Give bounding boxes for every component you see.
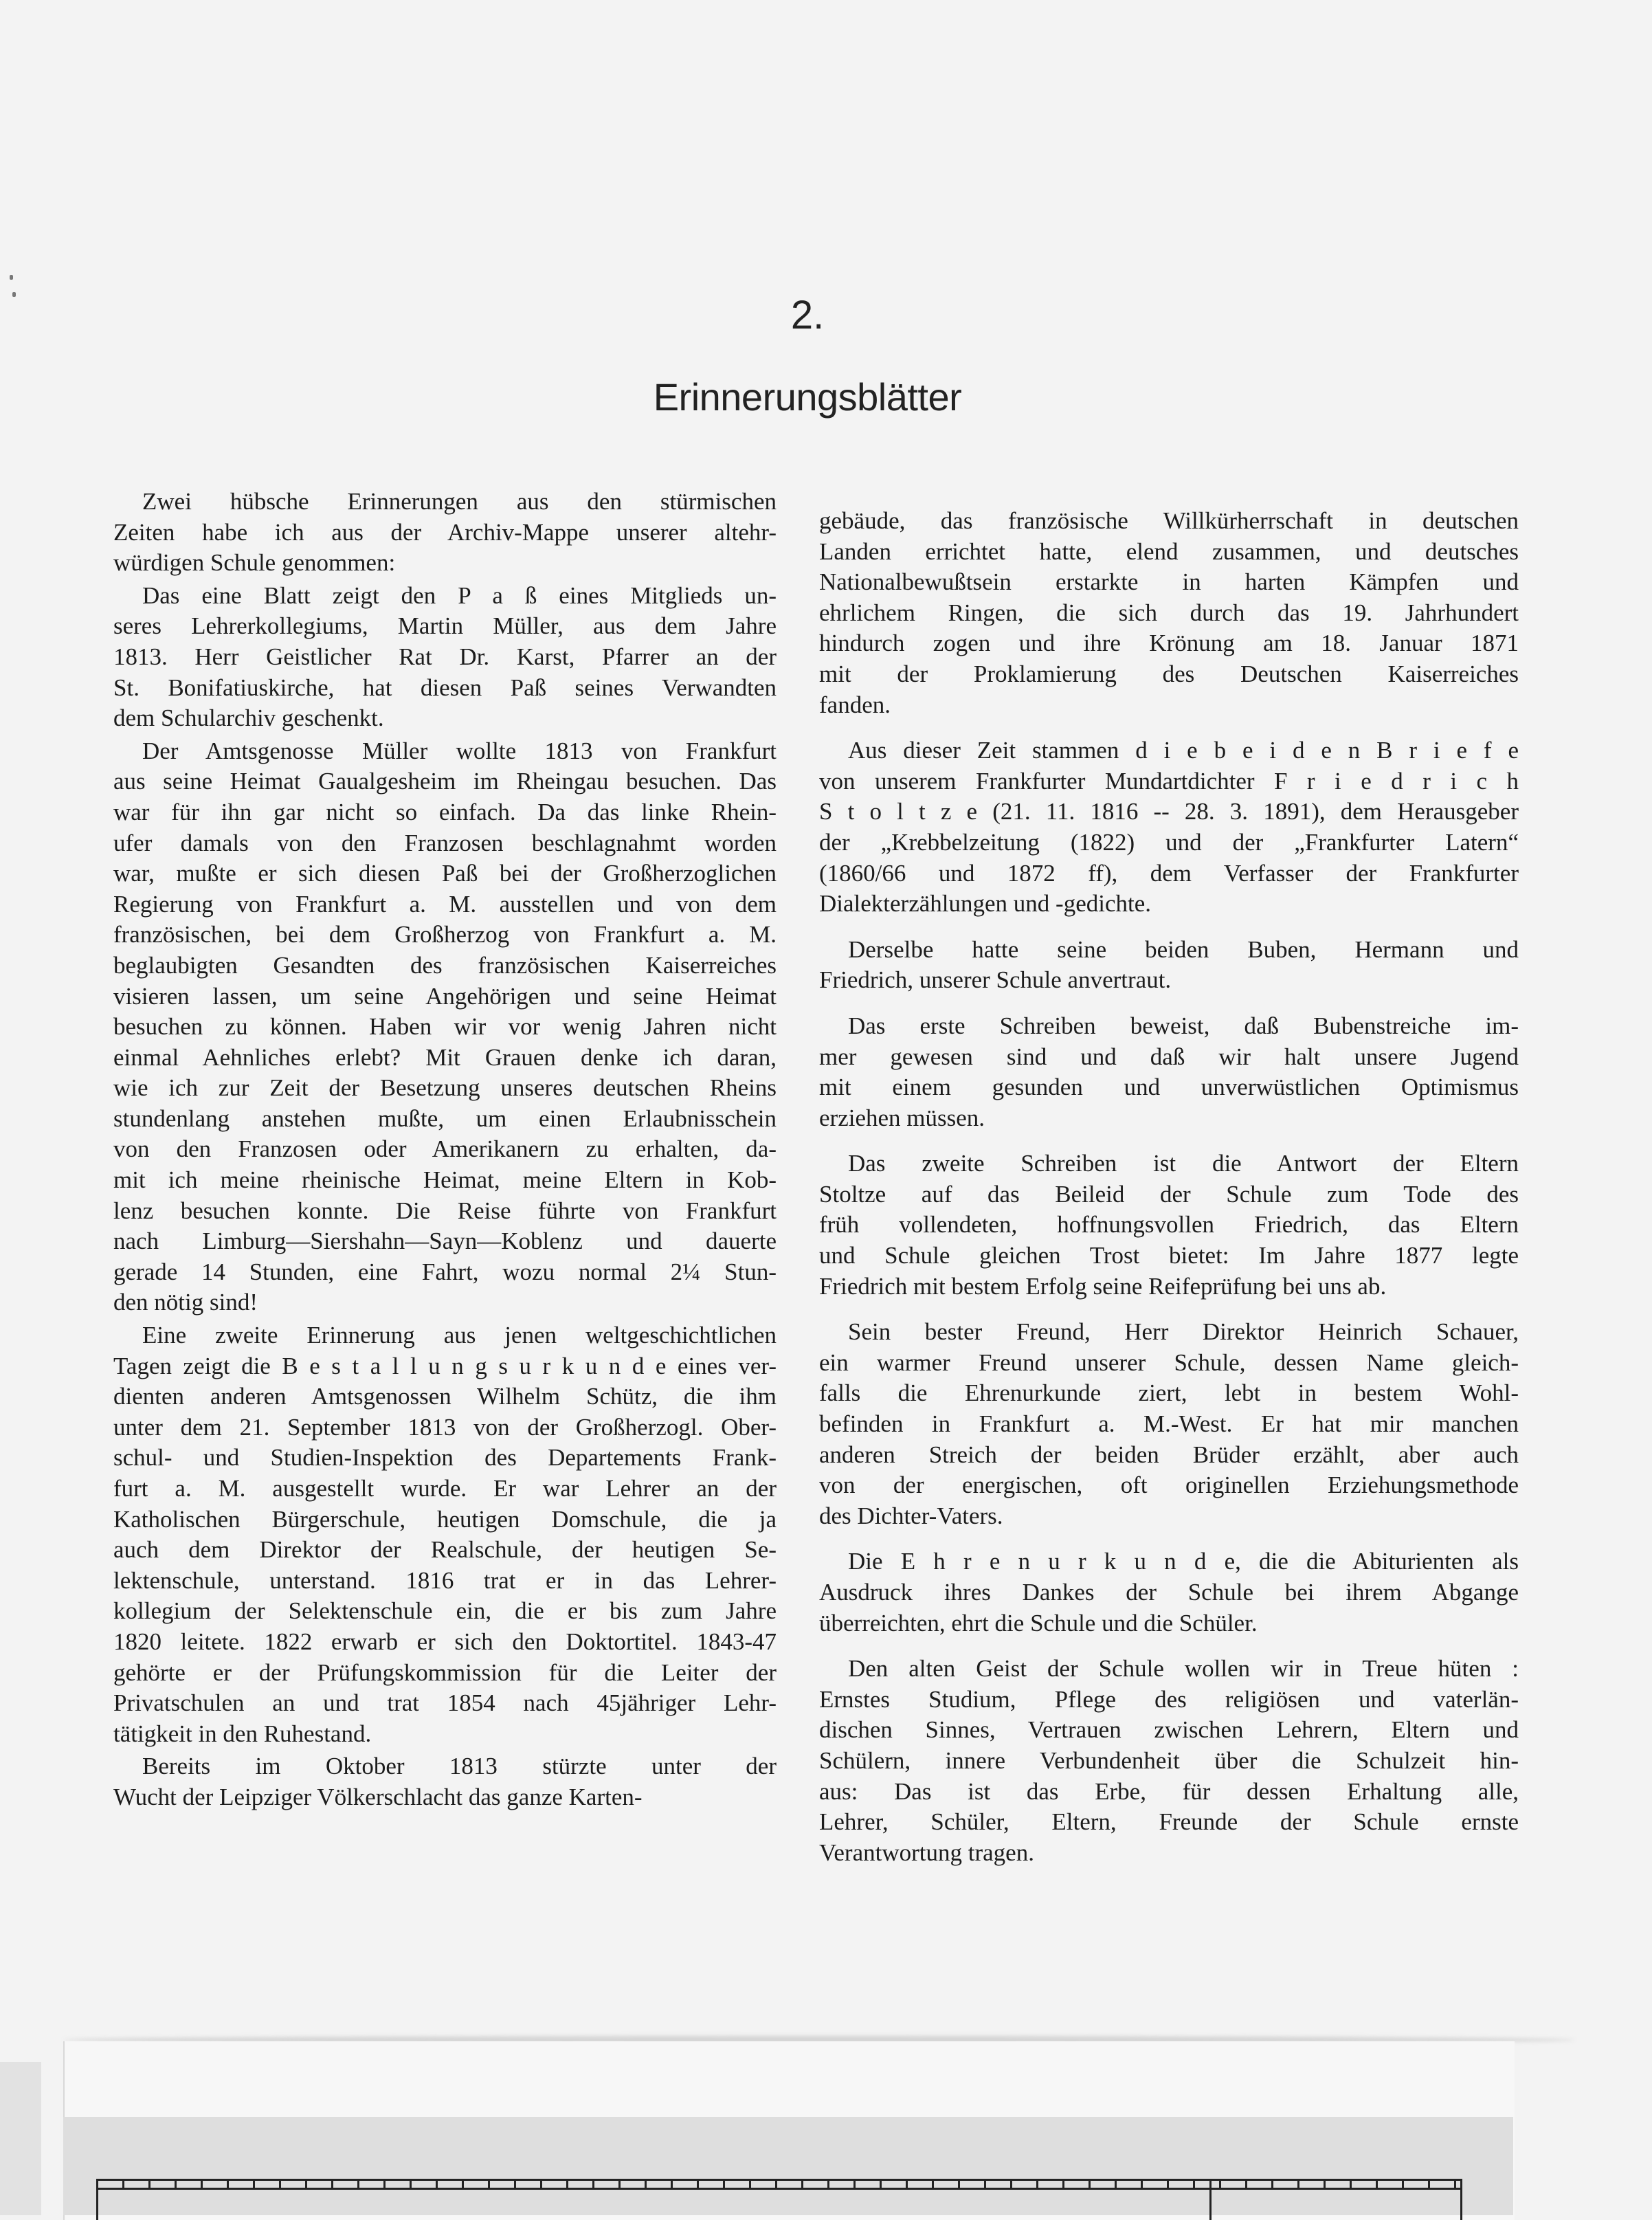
text-line: Lehrer, Schüler, Eltern, Freunde der Schule ernste (819, 1808, 1519, 1836)
text-line: Privatschulen an und trat 1854 nach 45jähriger Lehr- (113, 1689, 777, 1717)
underlying-page-edge (0, 2062, 41, 2215)
text-line: Aus dieser Zeit stammen d i e b e i d e n B r i e f e (848, 737, 1519, 764)
text-line: Landen errichtet hatte, elend zusammen, und deutsches (819, 537, 1519, 565)
text-line: Friedrich mit bestem Erfolg seine Reifeprüfung bei uns ab. (819, 1272, 1387, 1300)
paragraph (113, 1320, 777, 1749)
text-line: Katholischen Bürgerschule, heutigen Domschule, die ja (113, 1505, 777, 1533)
text-line: Eine zweite Erinnerung aus jenen weltgeschichtlichen (142, 1322, 777, 1349)
text-line: besuchen zu können. Haben wir vor wenig Jahren nicht (113, 1013, 777, 1041)
text-line: Sein bester Freund, Herr Direktor Heinrich Schauer, (848, 1318, 1519, 1346)
paragraph (819, 1546, 1519, 1639)
paragraph (113, 1751, 777, 1812)
text-line: Ernstes Studium, Pflege des religiösen und vaterlän- (819, 1685, 1519, 1713)
text-line: ufer damals von den Franzosen beschlagnahmt worden (113, 829, 777, 856)
text-line: Der Amtsgenosse Müller wollte 1813 von Frankfurt (142, 737, 777, 764)
right-text-column (819, 506, 1519, 1883)
text-line: Schülern, innere Verbundenheit über die Schulzeit hin- (819, 1746, 1519, 1774)
text-line: Regierung von Frankfurt a. M. ausstellen und von dem (113, 890, 777, 918)
document-border-left (96, 2179, 98, 2220)
text-line: lenz besuchen konnte. Die Reise führte von Frankfurt (113, 1197, 777, 1224)
text-line: Nationalbewußtsein erstarkte in harten Kämpfen und (819, 568, 1519, 596)
text-line: falls die Ehrenurkunde ziert, lebt in bestem Wohl- (819, 1379, 1519, 1407)
text-line: Derselbe hatte seine beiden Buben, Hermann und (848, 935, 1519, 963)
text-line: S t o l t z e (21. 11. 1816 -- 28. 3. 1891), dem Herausgeber (819, 798, 1519, 825)
text-line: tätigkeit in den Ruhestand. (113, 1720, 372, 1747)
text-line: ein warmer Freund unserer Schule, dessen Name gleich- (819, 1348, 1519, 1376)
text-line: furt a. M. ausgestellt wurde. Er war Lehrer an der (113, 1475, 777, 1502)
text-line: Friedrich, unserer Schule anvertraut. (819, 966, 1172, 994)
text-line: Das eine Blatt zeigt den P a ß eines Mitglieds un- (142, 581, 777, 609)
text-line: und Schule gleichen Trost bietet: Im Jahre 1877 legte (819, 1242, 1519, 1269)
text-line: Wucht der Leipziger Völkerschlacht das ganze Karten- (113, 1783, 643, 1810)
text-line: auch dem Direktor der Realschule, der heutigen Se- (113, 1536, 777, 1564)
text-line: Die E h r e n u r k u n d e, die die Abiturienten als (848, 1548, 1519, 1575)
paragraph (819, 1317, 1519, 1531)
text-line: Tagen zeigt die B e s t a l l u n g s u r k u n d e eines ver- (113, 1352, 777, 1379)
text-line: dischen Sinnes, Vertrauen zwischen Lehrern, Eltern und (819, 1716, 1519, 1744)
text-line: des Dichter-Vaters. (819, 1502, 1003, 1529)
text-line: Zwei hübsche Erinnerungen aus den stürmischen (142, 488, 777, 515)
text-line: der „Krebbelzeitung (1822) und der „Frankfurter Latern“ (819, 828, 1519, 856)
document-border-divider (1209, 2179, 1212, 2220)
text-line: dem Schularchiv geschenkt. (113, 704, 384, 732)
text-line: wie ich zur Zeit der Besetzung unseres deutschen Rheins (113, 1074, 777, 1102)
historic-document-photo (63, 2117, 1513, 2215)
document-border-right (1460, 2179, 1462, 2220)
text-line: Dialekterzählungen und -gedichte. (819, 890, 1151, 918)
text-line: war für ihn gar nicht so einfach. Da das linke Rhein- (113, 798, 777, 825)
text-line: 1813. Herr Geistlicher Rat Dr. Karst, Pfarrer an der (113, 643, 777, 670)
text-line: einmal Aehnliches erlebt? Mit Grauen denke ich daran, (113, 1043, 777, 1071)
text-line: Das erste Schreiben beweist, daß Bubenstreiche im- (848, 1012, 1519, 1039)
text-line: gehörte er der Prüfungskommission für die Leiter der (113, 1658, 777, 1686)
text-line: aus: Das ist das Erbe, für dessen Erhaltung alle, (819, 1777, 1519, 1805)
text-line: unter dem 21. September 1813 von der Großherzogl. Ober- (113, 1413, 777, 1441)
text-line: kollegium der Selektenschule ein, die er bis zum Jahre (113, 1597, 777, 1625)
chapter-number: 2. (790, 293, 825, 337)
text-line: Verantwortung tragen. (819, 1839, 1034, 1866)
document-ornamental-border (96, 2179, 1460, 2190)
paragraph (113, 581, 777, 734)
text-line: anderen Streich der beiden Brüder erzählt, aber auch (819, 1441, 1519, 1468)
text-line: war, mußte er sich diesen Paß bei der Großherzoglichen (113, 860, 777, 887)
page-title: Erinnerungsblätter (653, 375, 962, 419)
paragraph (819, 935, 1519, 996)
scan-speck (10, 275, 13, 280)
text-line: aus seine Heimat Gaualgesheim im Rheingau besuchen. Das (113, 768, 777, 795)
text-line: hindurch zogen und ihre Krönung am 18. Januar 1871 (819, 630, 1519, 657)
text-line: mit der Proklamierung des Deutschen Kaiserreiches (819, 660, 1519, 687)
text-line: gebäude, das französische Willkürherrschaft in deutschen (819, 507, 1519, 534)
paragraph (113, 487, 777, 579)
text-line: (1860/66 und 1872 ff), dem Verfasser der Frankfurter (819, 859, 1519, 887)
text-line: mit einem gesunden und unverwüstlichen Optimismus (819, 1074, 1519, 1101)
text-line: überreichten, ehrt die Schule und die Schüler. (819, 1609, 1258, 1636)
paragraph (819, 1148, 1519, 1302)
text-line: 1820 leitete. 1822 erwarb er sich den Doktortitel. 1843-47 (113, 1628, 777, 1655)
text-line: St. Bonifatiuskirche, hat diesen Paß seines Verwandten (113, 674, 777, 701)
left-text-column (113, 487, 777, 1815)
paragraph (819, 735, 1519, 920)
text-line: früh vollendeten, hoffnungsvollen Friedrich, das Eltern (819, 1211, 1519, 1239)
text-line: dienten anderen Amtsgenossen Wilhelm Schütz, die ihm (113, 1383, 777, 1410)
paragraph (113, 736, 777, 1318)
text-line: Bereits im Oktober 1813 stürzte unter der (142, 1753, 777, 1780)
text-line: von unserem Frankfurter Mundartdichter F r i e d r i c h (819, 767, 1519, 795)
text-line: von der energischen, oft originellen Erziehungsmethode (819, 1472, 1519, 1499)
text-line: gerade 14 Stunden, eine Fahrt, wozu normal 2¼ Stun- (113, 1258, 777, 1285)
text-line: mit ich meine rheinische Heimat, meine Eltern in Kob- (113, 1166, 777, 1194)
text-line: stundenlang anstehen mußte, um einen Erlaubnisschein (113, 1105, 777, 1132)
text-line: Das zweite Schreiben ist die Antwort der Eltern (848, 1150, 1519, 1177)
text-line: fanden. (819, 691, 891, 718)
text-line: seres Lehrerkollegiums, Martin Müller, aus dem Jahre (113, 612, 777, 640)
text-line: Zeiten habe ich aus der Archiv-Mappe unserer altehr- (113, 518, 777, 546)
text-line: Ausdruck ihres Dankes der Schule bei ihrem Abgange (819, 1579, 1519, 1606)
text-line: erziehen müssen. (819, 1104, 985, 1131)
paragraph (819, 1654, 1519, 1868)
text-line: Den alten Geist der Schule wollen wir in Treue hüten : (848, 1655, 1519, 1683)
text-line: mer gewesen sind und daß wir halt unsere Jugend (819, 1043, 1519, 1070)
text-line: ehrlichem Ringen, die sich durch das 19. Jahrhundert (819, 599, 1519, 626)
text-line: befinden in Frankfurt a. M.-West. Er hat mir manchen (819, 1410, 1519, 1438)
text-line: beglaubigten Gesandten des französischen Kaiserreiches (113, 951, 777, 979)
paragraph (819, 506, 1519, 720)
text-line: lektenschule, unterstand. 1816 trat er in das Lehrer- (113, 1566, 777, 1594)
text-line: visieren lassen, um seine Angehörigen und seine Heimat (113, 982, 777, 1010)
paragraph (819, 1011, 1519, 1133)
text-line: nach Limburg—Siershahn—Sayn—Koblenz und dauerte (113, 1228, 777, 1255)
text-line: schul- und Studien-Inspektion des Departements Frank- (113, 1444, 777, 1472)
text-line: Stoltze auf das Beileid der Schule zum Tode des (819, 1180, 1519, 1208)
text-line: französischen, bei dem Großherzog von Frankfurt a. M. (113, 921, 777, 948)
text-line: von den Franzosen oder Amerikanern zu erhalten, da- (113, 1135, 777, 1163)
text-line: den nötig sind! (113, 1289, 258, 1316)
text-line: würdigen Schule genommen: (113, 549, 396, 577)
